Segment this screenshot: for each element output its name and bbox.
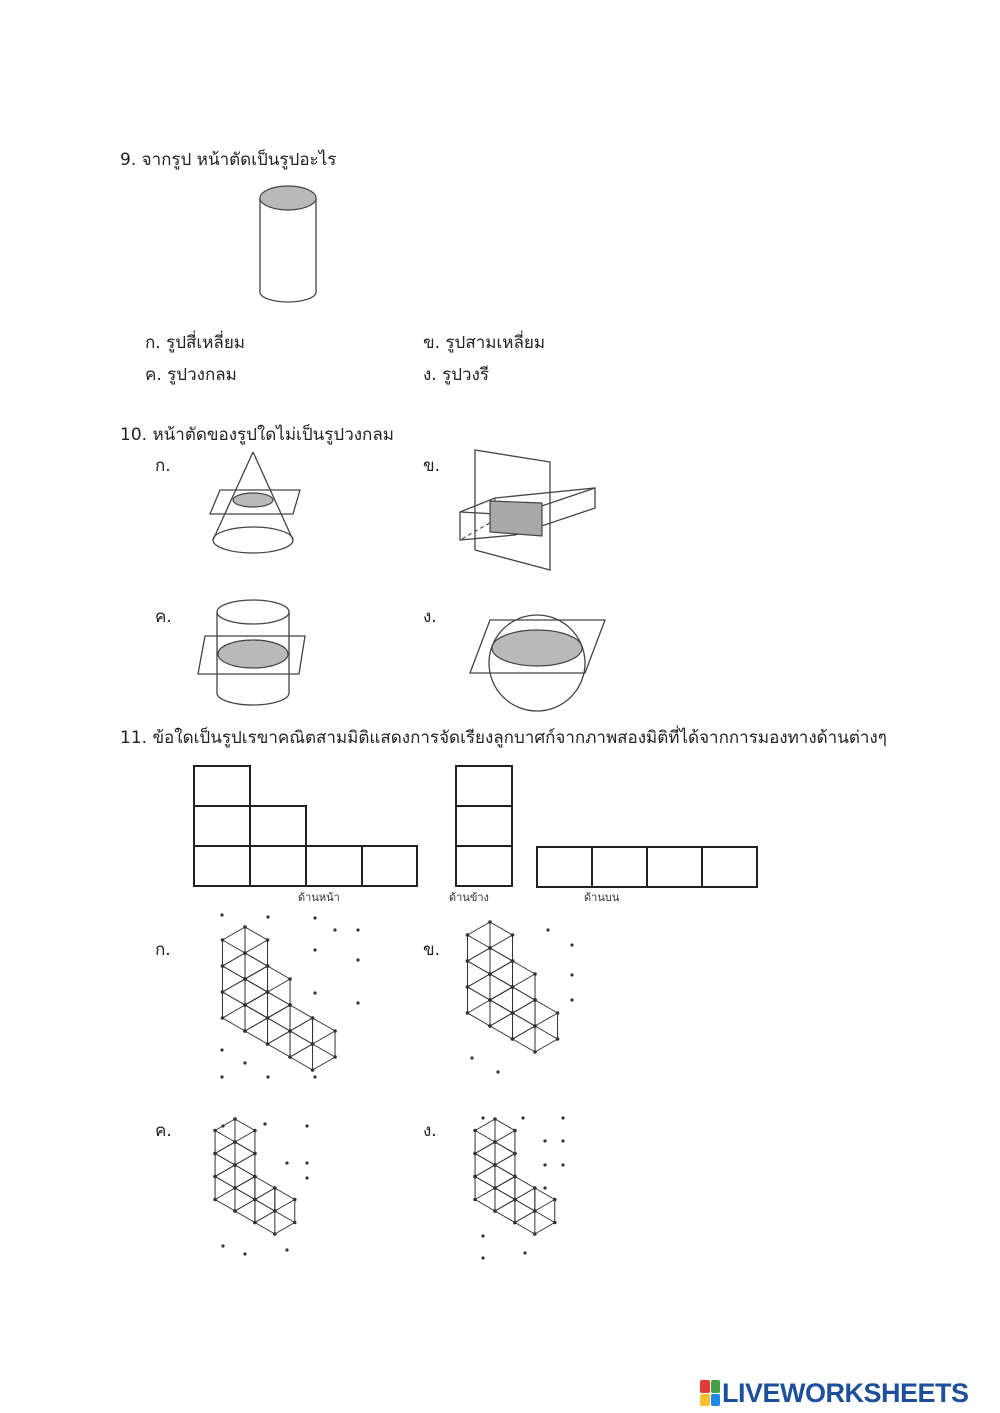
top-view-drawing — [536, 846, 762, 891]
liveworksheets-logo — [700, 1378, 969, 1408]
front-view-drawing — [193, 765, 421, 890]
side-view-drawing — [455, 765, 515, 890]
q10-label-b[interactable]: ข. — [423, 456, 441, 476]
isometric-cubes-option-d — [475, 1113, 590, 1263]
q9-question: 9. จากรูป หน้าตัดเป็นรูปอะไร — [120, 150, 337, 170]
isometric-cubes-option-c — [215, 1118, 325, 1258]
cylinder-with-plane-figure — [195, 595, 310, 705]
cone-with-plane-figure — [205, 448, 315, 563]
q10-label-d[interactable]: ง. — [423, 607, 437, 627]
q10-question: 10. หน้าตัดของรูปใดไม่เป็นรูปวงกลม — [120, 425, 394, 445]
q10-label-c[interactable]: ค. — [155, 607, 172, 627]
brand-name: LIVEWORKSHEETS — [722, 1377, 969, 1408]
side-view-caption: ด้านข้าง — [449, 891, 489, 904]
q9-choice-c[interactable]: ค. รูปวงกลม — [145, 365, 237, 385]
q10-label-a[interactable]: ก. — [155, 456, 171, 476]
q11-label-a[interactable]: ก. — [155, 940, 171, 960]
q11-label-b[interactable]: ข. — [423, 940, 441, 960]
q11-label-c[interactable]: ค. — [155, 1121, 172, 1141]
front-view-caption: ด้านหน้า — [298, 891, 340, 904]
isometric-cubes-option-b — [460, 920, 590, 1080]
prism-with-vertical-plane-figure — [455, 440, 605, 575]
q11-question: 11. ข้อใดเป็นรูปเรขาคณิตสามมิติแสดงการจัดเรียงลูกบาศก์จากภาพสองมิติที่ได้จากการมองทางด้านต่างๆ — [120, 728, 887, 748]
q9-choice-a[interactable]: ก. รูปสี่เหลี่ยม — [145, 333, 245, 353]
cylinder-figure — [255, 180, 325, 310]
top-view-caption: ด้านบน — [584, 891, 620, 904]
sphere-with-plane-figure — [465, 615, 615, 715]
q9-choice-d[interactable]: ง. รูปวงรี — [423, 365, 490, 385]
q11-label-d[interactable]: ง. — [423, 1121, 437, 1141]
isometric-cubes-option-a — [210, 905, 370, 1085]
logo-badge-icon — [700, 1380, 720, 1406]
q9-choice-b[interactable]: ข. รูปสามเหลี่ยม — [423, 333, 546, 353]
